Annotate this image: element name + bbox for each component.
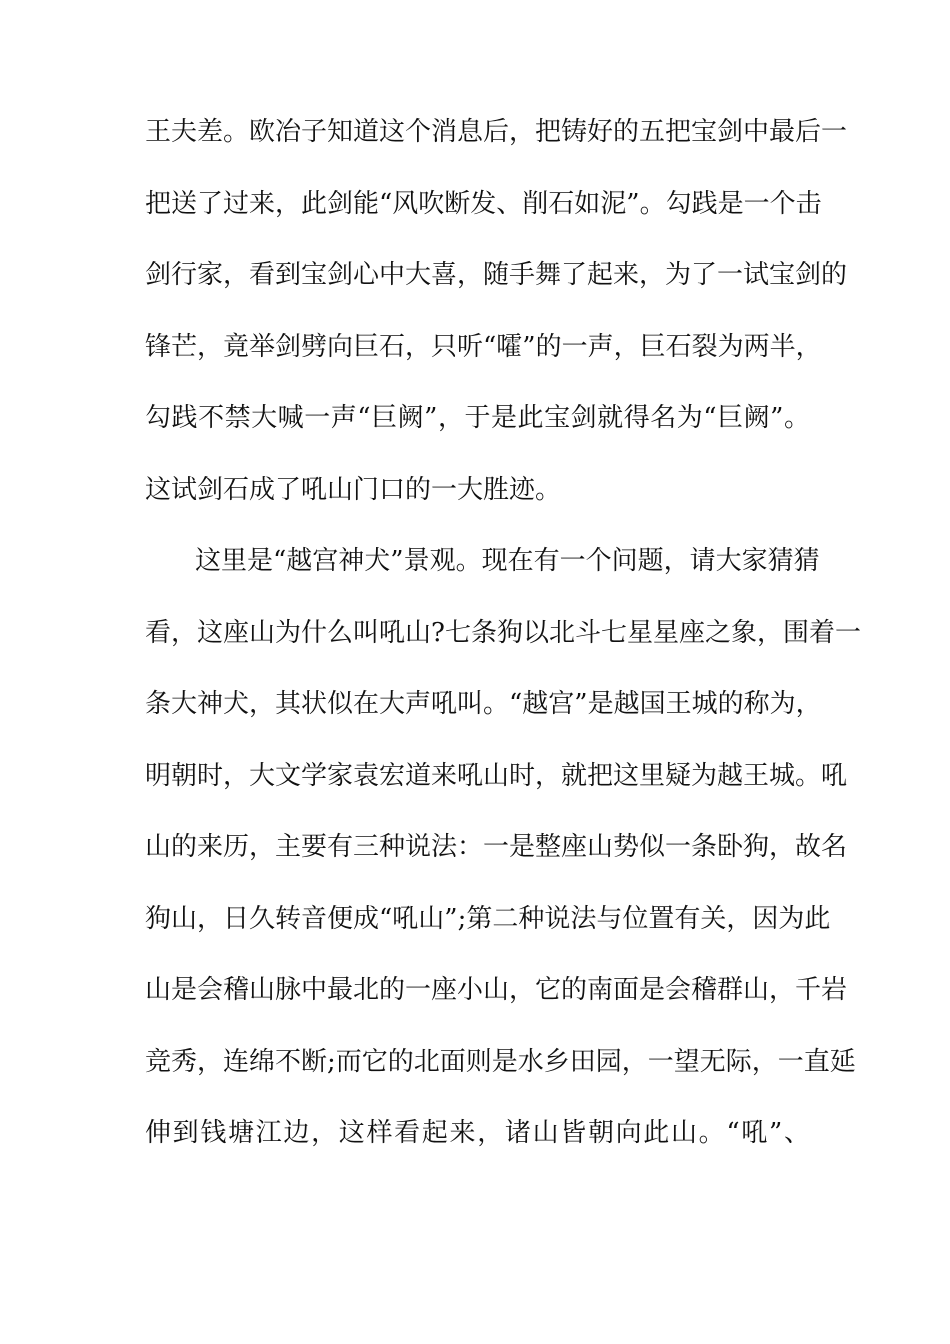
text-line: 竞秀，连绵不断;而它的北面则是水乡田园，一望无际，一直延 [145, 1046, 856, 1077]
text-line: 山是会稽山脉中最北的一座小山，它的南面是会稽群山，千岩 [145, 975, 848, 1005]
text-line: 王夫差。欧冶子知道这个消息后，把铸好的五把宝剑中最后一 [145, 117, 848, 147]
text-line: 明朝时，大文学家袁宏道来吼山时，就把这里疑为越王城。吼 [145, 760, 848, 791]
paragraph-end-line: 这试剑石成了吼山门口的一大胜迹。 [145, 474, 562, 505]
text-line: 把送了过来，此剑能“风吹断发、削石如泥”。勾践是一个击 [145, 188, 822, 219]
body-text [145, 112, 861, 1185]
text-line: 锋芒，竟举剑劈向巨石，只听“嚯”的一声，巨石裂为两半， [145, 331, 822, 362]
text-line: 条大神犬，其状似在大声吼叫。“越宫”是越国王城的称为， [145, 689, 822, 719]
text-line: 勾践不禁大喊一声“巨阙”，于是此宝剑就得名为“巨阙”。 [145, 403, 810, 433]
paragraph-start-line: 这里是“越宫神犬”景观。现在有一个问题，请大家猜猜 [195, 546, 820, 576]
text-line: 狗山，日久转音便成“吼山”;第二种说法与位置有关，因为此 [145, 903, 831, 934]
text-line: 山的来历，主要有三种说法：一是整座山势似一条卧狗，故名 [145, 832, 848, 862]
text-line: 看，这座山为什么叫吼山?七条狗以北斗七星星座之象，围着一 [145, 617, 861, 648]
text-line: 剑行家，看到宝剑心中大喜，随手舞了起来，为了一试宝剑的 [145, 260, 848, 290]
text-line: 伸到钱塘江边，这样看起来，诸山皆朝向此山。“吼”、 [145, 1118, 810, 1148]
